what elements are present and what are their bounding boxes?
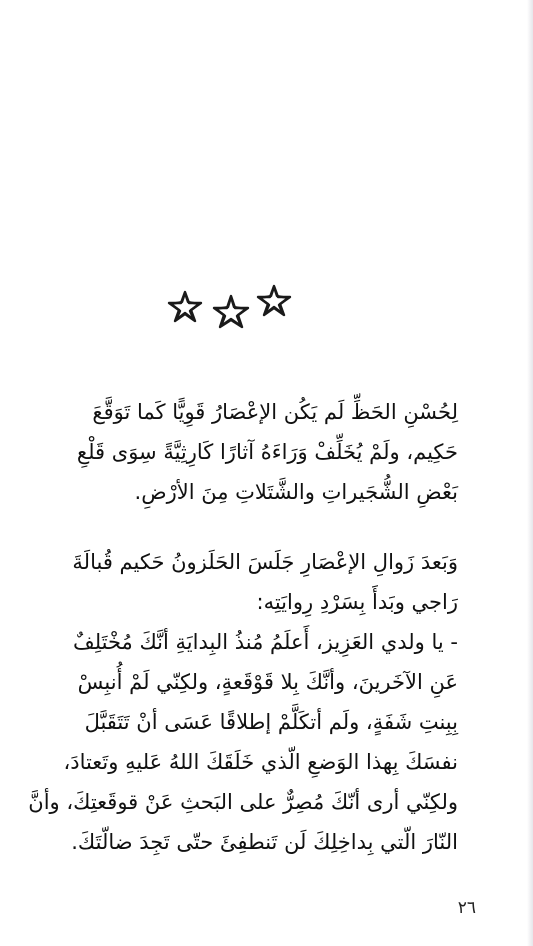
text-line: نفسَكَ بِهذا الوَضعِ الّذي خَلَقَكَ اللهُ عَليهِ وتَعتادَ، <box>63 750 458 774</box>
text-line: - يا ولدي العَزِيز، أَعلَمُ مُنذُ البِدايَةِ أنَّكَ مُخْتَلِفٌ <box>72 630 458 654</box>
page-edge-shadow <box>527 0 533 946</box>
page-number: ٢٦ <box>457 898 476 918</box>
text-line: حَكِيم، ولَمْ يُخَلِّفْ وَرَاءَهُ آثارًا كَارِثِيَّةً سِوَى قَلْعِ <box>76 440 458 464</box>
text-line: لِحُسْنِ الحَظِّ لَم يَكُن الإعْصَارُ قَوِيًّا كَما تَوَقَّعَ <box>92 400 458 424</box>
text-line: النّارَ الّتي بِداخِلِكَ لَن تَنطفِئَ حتّى تَجِدَ ضالّتَكَ. <box>71 830 458 854</box>
paragraph-2 <box>28 542 458 862</box>
text-line: بِبِنتِ شَفَةٍ، ولَم أتكَلَّمْ إطلاقًا عَسَى أنْ تَتَقَبَّلَ <box>84 710 458 734</box>
text-line: ولكِنّي أرى أنّكَ مُصِرٌّ على البَحثِ عَنْ قوقَعتِكَ، وأنَّ <box>28 790 458 814</box>
stars-ornament-icon <box>160 278 300 338</box>
star-icon <box>216 297 246 326</box>
paragraph-1 <box>76 392 458 512</box>
star-icon <box>260 287 288 314</box>
text-line: رَاجي وبَدأَ بِسَرْدِ رِوايَتِه: <box>256 590 458 614</box>
text-line: عَنِ الآخَرينَ، وأنَّكَ بِلا قَوْقَعةٍ، ولكِنّي لَمْ أُنبِسْ <box>77 670 458 694</box>
text-line: بَعْضِ الشُّجَيراتِ والشَّتَلاتِ مِنَ الأرْضِ. <box>134 480 458 504</box>
text-line: وَبَعدَ زَوالِ الإعْصَارِ جَلَسَ الحَلَزونُ حَكيم قُبالَةَ <box>72 550 458 574</box>
star-icon <box>171 293 199 320</box>
